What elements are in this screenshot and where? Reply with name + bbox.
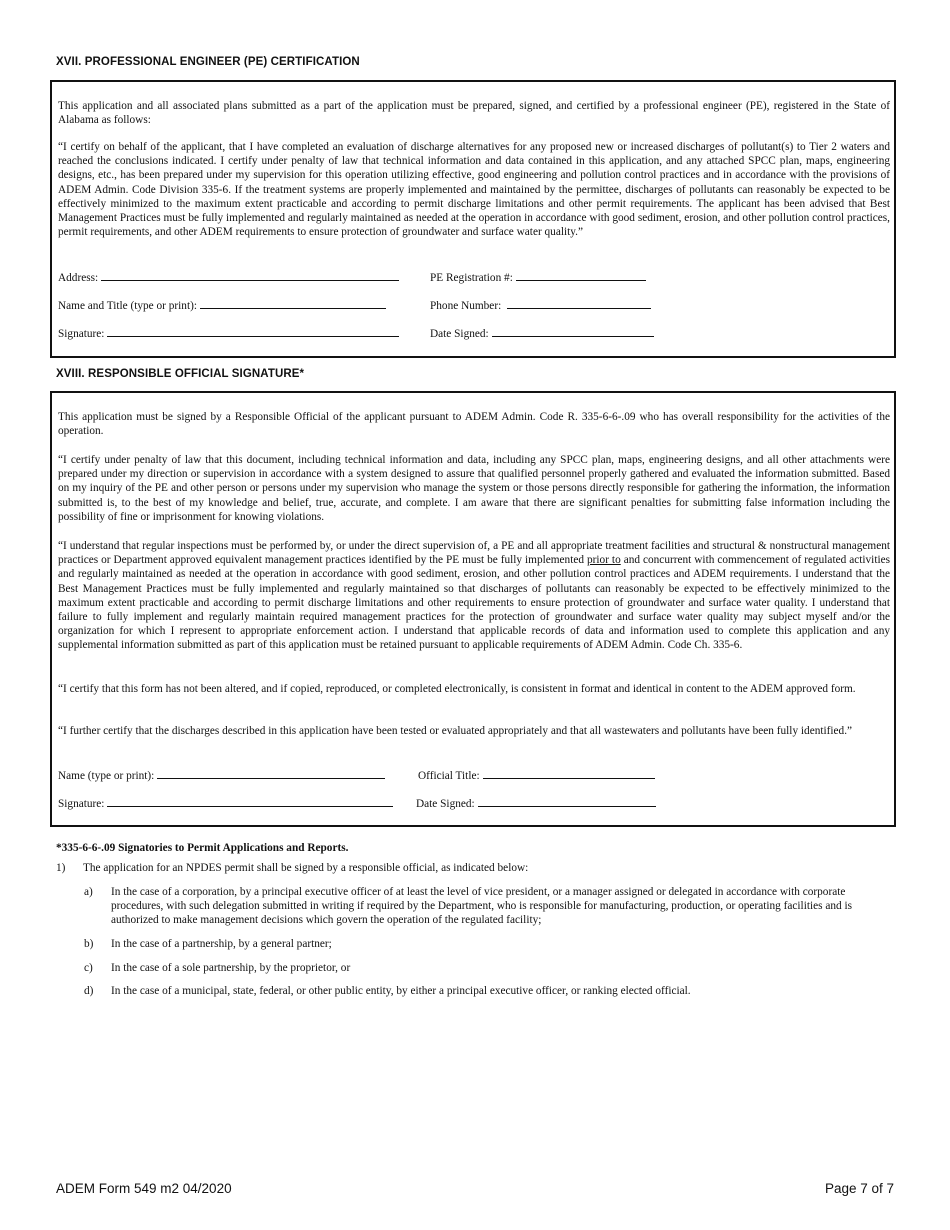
ro-signature-field[interactable] (58, 796, 393, 811)
ro-date-field[interactable] (416, 796, 656, 811)
item-label: d) (84, 985, 94, 997)
ro-name-label: Name (type or print): (58, 770, 155, 782)
ro-official-title-field[interactable] (418, 768, 655, 783)
list-item (84, 937, 874, 953)
pe-registration-field[interactable] (430, 270, 646, 285)
pe-address-field[interactable] (58, 270, 399, 285)
pe-certification-text: “I certify on behalf of the applicant, that I have completed an evaluation of discharge alternatives for any proposed new or increased discharges of pollutant(s) to Tier 2 waters and reached the conclusions indicated. I certify under penalty of law that technical information and data contained in this application, and any attached SPCC plan, maps, engineering designs, etc., has been prepared under my supervision for this operation utilizing effective, good engineering and pollution control practices and in accordance with the provisions of ADEM Admin. Code Division 335-6. If the treatment systems are properly implemented and maintained by the permittee, discharges of pollutants can reasonably be expected to be effectively minimized to the maximum extent practicable and according to permit discharge limitations and other permit requirements. The applicant has been advised that Best Management Practices must be fully implemented and regularly maintained as needed at the operation in accordance with good sediment, erosion, and other pollution control practices, permit requirements, and other ADEM requirements to ensure protection of groundwater and surface water quality.” (58, 141, 890, 239)
pe-signature-field[interactable] (58, 326, 399, 341)
pe-intro-text: This application and all associated plans submitted as a part of the application must be prepared, signed, and certified by a professional engineer (PE), registered in the State of Alabama as follows: (58, 100, 890, 127)
pe-phone-field[interactable] (430, 298, 651, 313)
item-label: c) (84, 962, 93, 974)
item-text: The application for an NPDES permit shall be signed by a responsible official, as indicated below: (83, 862, 529, 874)
ro-date-label: Date Signed: (416, 798, 475, 810)
pe-registration-line[interactable] (516, 270, 646, 281)
ro-name-line[interactable] (157, 768, 385, 779)
item-text: In the case of a municipal, state, federal, or other public entity, by either a principal executive officer, or ranking elected official. (111, 985, 691, 997)
ro-certification-paragraph-1: “I certify under penalty of law that this document, including technical information and data, including any SPCC plan, maps, engineering designs, and all other attachments were prepared under my direction or supervision in accordance with a system designed to assure that qualified personnel properly gathered and evaluated the information submitted. Based on my inquiry of the PE and other person or persons under my supervision who manage the system or those persons directly responsible for gathering the information, the information submitted is, to the best of my knowledge and belief, true, accurate, and complete. I am aware that there are significant penalties for submitting false information including the possibility of fine or imprisonment for knowing violations. (58, 454, 890, 523)
list-item (84, 885, 874, 929)
pe-phone-label: Phone Number: (430, 300, 502, 312)
ro-official-title-line[interactable] (483, 768, 655, 779)
pe-name-title-label: Name and Title (type or print): (58, 300, 197, 312)
ro-certification-paragraph-2: “I understand that regular inspections must be performed by, or under the direct supervision of, a PE and all appropriate treatment facilities and structural & nonstructural management practices or Department approved equivalent management practices identified by the PE must be fully implemented prior to and concurrent with commencement of regulated activities and regularly maintained as needed at the operation in accordance with good sediment, erosion, and other pollution control practices and ADEM requirements. I understand that the Best Management Practices must be fully implemented and regularly maintained so that discharges of pollutants can reasonably be expected to be effectively minimized to the maximum extent practicable and according to permit discharge limitations and other requirements to ensure protection of groundwater and surface water quality. I understand that failure to fully implement and regularly maintain required management practices for the protection of groundwater and surface water quality may subject myself and/or the organization for which I represent to appropriate enforcement action. I understand that applicable records of data and information used to complete this application and any supplemental information submitted as part of this application must be retained pursuant to applicable requirements of ADEM Admin. Code Ch. 335-6. (58, 540, 891, 652)
pe-section-title: XVII. PROFESSIONAL ENGINEER (PE) CERTIFICATION (56, 56, 360, 68)
pe-signature-line[interactable] (107, 326, 399, 337)
pe-signature-label: Signature: (58, 328, 105, 340)
pe-address-label: Address: (58, 272, 99, 284)
item-text: In the case of a corporation, by a principal executive officer of at least the level of vice president, or a manager assigned or delegated in accordance with corporate procedures, with such delegation submitted in writing if required by the Department, who is responsible for manufacturing, production, or operating facilities and is authorized to make management decisions which govern the operation of the regulated facility; (111, 886, 853, 926)
ro-date-line[interactable] (478, 796, 656, 807)
ro-certification-paragraph-3: “I certify that this form has not been altered, and if copied, reproduced, or completed electronically, is consistent in format and identical in content to the ADEM approved form. (58, 683, 856, 695)
form-identifier: ADEM Form 549 m2 04/2020 (56, 1181, 232, 1196)
prior-to-underline: prior to (587, 554, 621, 567)
item-text: In the case of a sole partnership, by the proprietor, or (111, 962, 351, 974)
item-text: In the case of a partnership, by a general partner; (111, 938, 332, 950)
ro-signature-box (50, 391, 896, 827)
signatories-heading: *335-6-6-.09 Signatories to Permit Applications and Reports. (56, 842, 349, 854)
pe-certification-box (50, 80, 896, 358)
ro-certification-paragraph-4: “I further certify that the discharges described in this application have been tested or evaluated appropriately and that all wastewaters and pollutants have been fully identified.” (58, 725, 853, 737)
pe-date-line[interactable] (492, 326, 654, 337)
pe-date-field[interactable] (430, 326, 654, 341)
ro-section-title: XVIII. RESPONSIBLE OFFICIAL SIGNATURE* (56, 368, 305, 380)
list-item (84, 961, 874, 977)
ro-official-title-label: Official Title: (418, 770, 480, 782)
pe-phone-line[interactable] (507, 298, 651, 309)
list-item (84, 984, 874, 1000)
pe-name-title-field[interactable] (58, 298, 386, 313)
pe-date-label: Date Signed: (430, 328, 489, 340)
ro-name-field[interactable] (58, 768, 385, 783)
ro-signature-label: Signature: (58, 798, 105, 810)
page-number: Page 7 of 7 (824, 1181, 894, 1196)
item-label: b) (84, 938, 94, 950)
ro-intro-text: This application must be signed by a Responsible Official of the applicant pursuant to ADEM Admin. Code R. 335-6-6-.09 who has overall responsibility for the activities of the operation. (58, 411, 890, 438)
pe-address-line[interactable] (101, 270, 399, 281)
pe-registration-label: PE Registration #: (430, 272, 513, 284)
item-number: 1) (56, 862, 66, 874)
ro-signature-line[interactable] (107, 796, 393, 807)
item-label: a) (84, 886, 93, 898)
signatories-item-1 (56, 861, 896, 877)
pe-name-title-line[interactable] (200, 298, 386, 309)
